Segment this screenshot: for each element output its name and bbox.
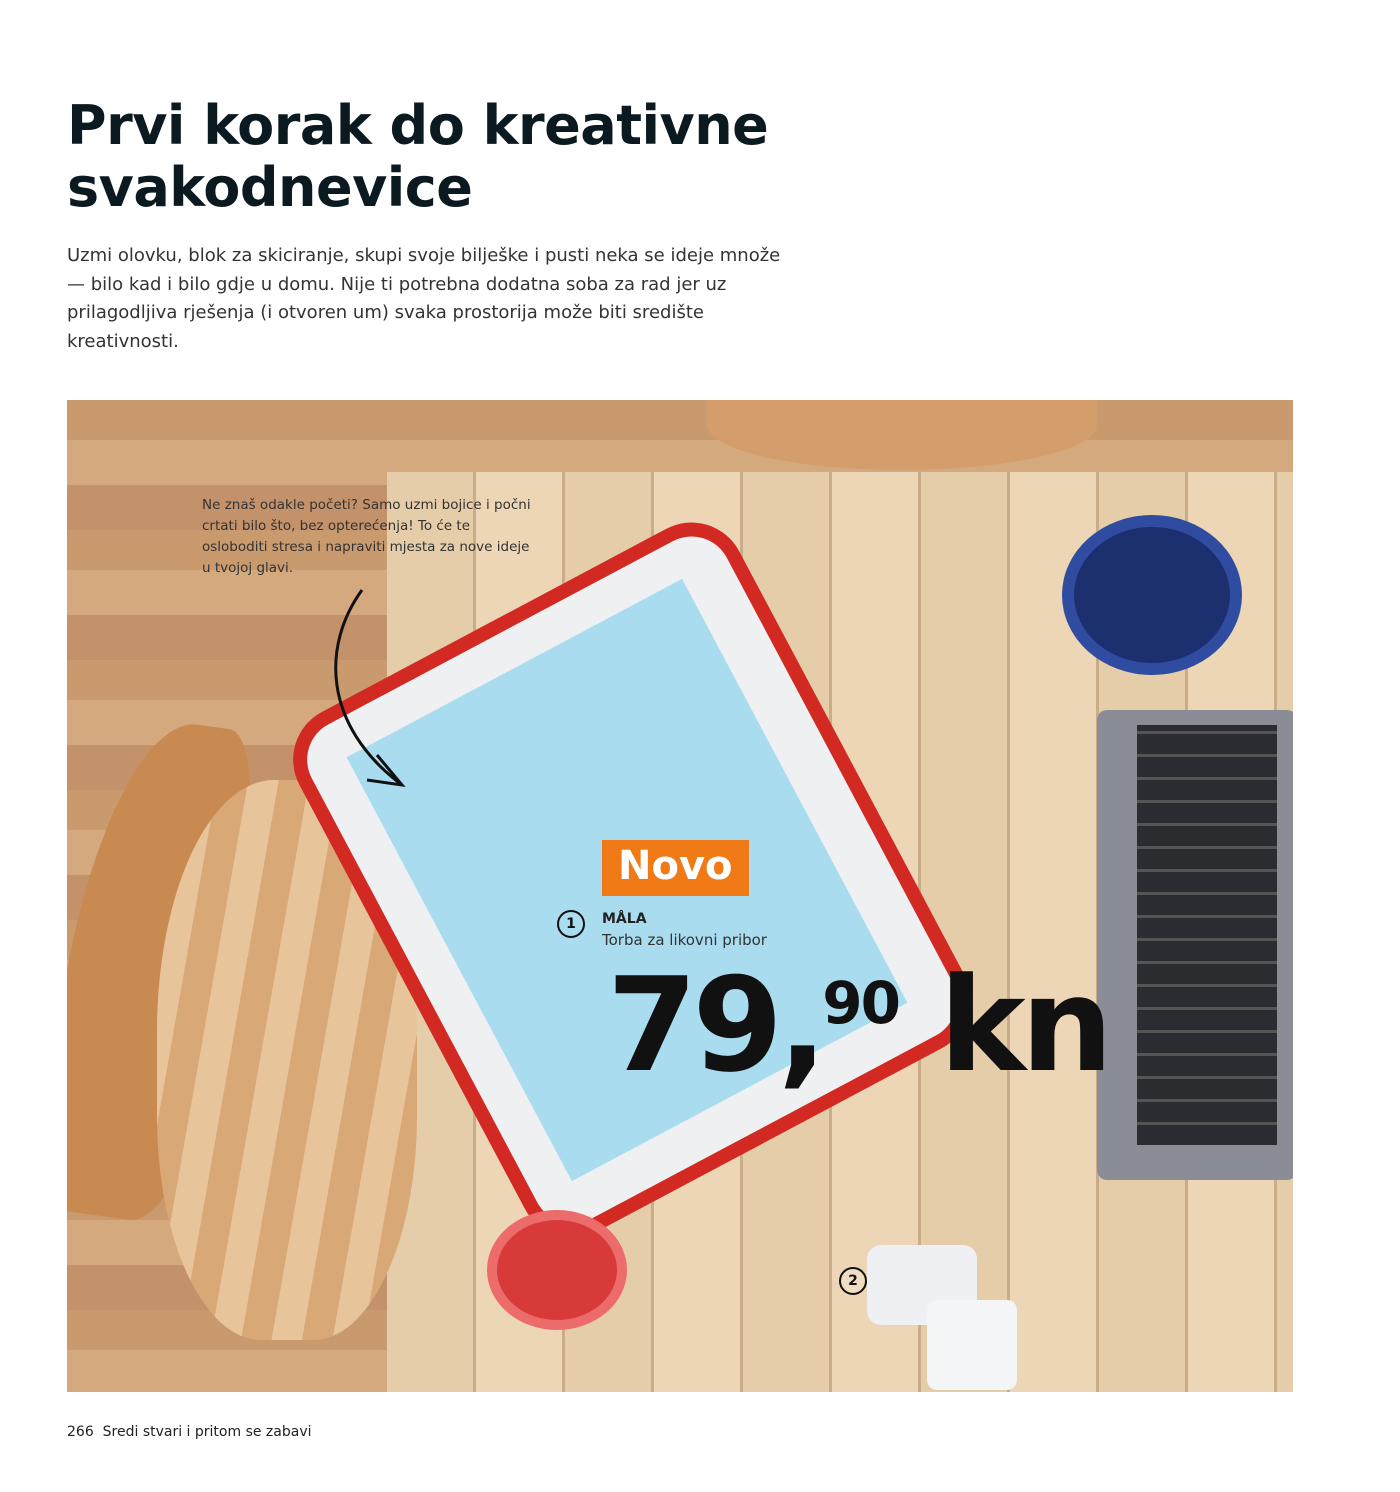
product-description: Torba za likovni pribor	[602, 931, 767, 949]
product-number-marker: 1	[557, 910, 585, 938]
price-currency: kn	[899, 949, 1109, 1101]
plug-image	[927, 1300, 1017, 1390]
title-line-1: Prvi korak do kreativne	[67, 94, 769, 157]
new-badge: Novo	[602, 840, 749, 896]
arrow-icon	[322, 585, 422, 795]
page-footer	[67, 1424, 312, 1440]
page-title	[67, 95, 768, 219]
page-number: 266	[67, 1424, 94, 1440]
product-price	[607, 949, 1109, 1101]
stool-image	[707, 400, 1097, 470]
intro-paragraph: Uzmi olovku, blok za skiciranje, skupi svoje bilješke i pusti neka se ideje množe — bilo kad i bilo gdje u domu. Nije ti potrebna dodatna soba za rad jer uz prilagodljiva rješenja (i otvoren um) svaka prostorija može biti središte kreativnosti.	[67, 245, 781, 352]
blue-mug-image	[1062, 515, 1242, 675]
product-name: MÅLA	[602, 911, 647, 927]
red-mug-image	[487, 1210, 627, 1330]
callout-text: Ne znaš odakle početi? Samo uzmi bojice i počni crtati bilo što, bez opterećenja! To će te osloboditi stresa i napraviti mjesta za nove ideje u tvojoj glavi.	[202, 497, 531, 576]
section-title: Sredi stvari i pritom se zabavi	[102, 1424, 312, 1440]
price-cents: 90	[822, 969, 900, 1037]
title-line-2: svakodnevice	[67, 156, 473, 219]
price-main: 79,	[607, 949, 823, 1101]
product-photo	[67, 400, 1293, 1392]
product-number-marker-2: 2	[839, 1267, 867, 1295]
keyboard-image	[1137, 725, 1277, 1145]
